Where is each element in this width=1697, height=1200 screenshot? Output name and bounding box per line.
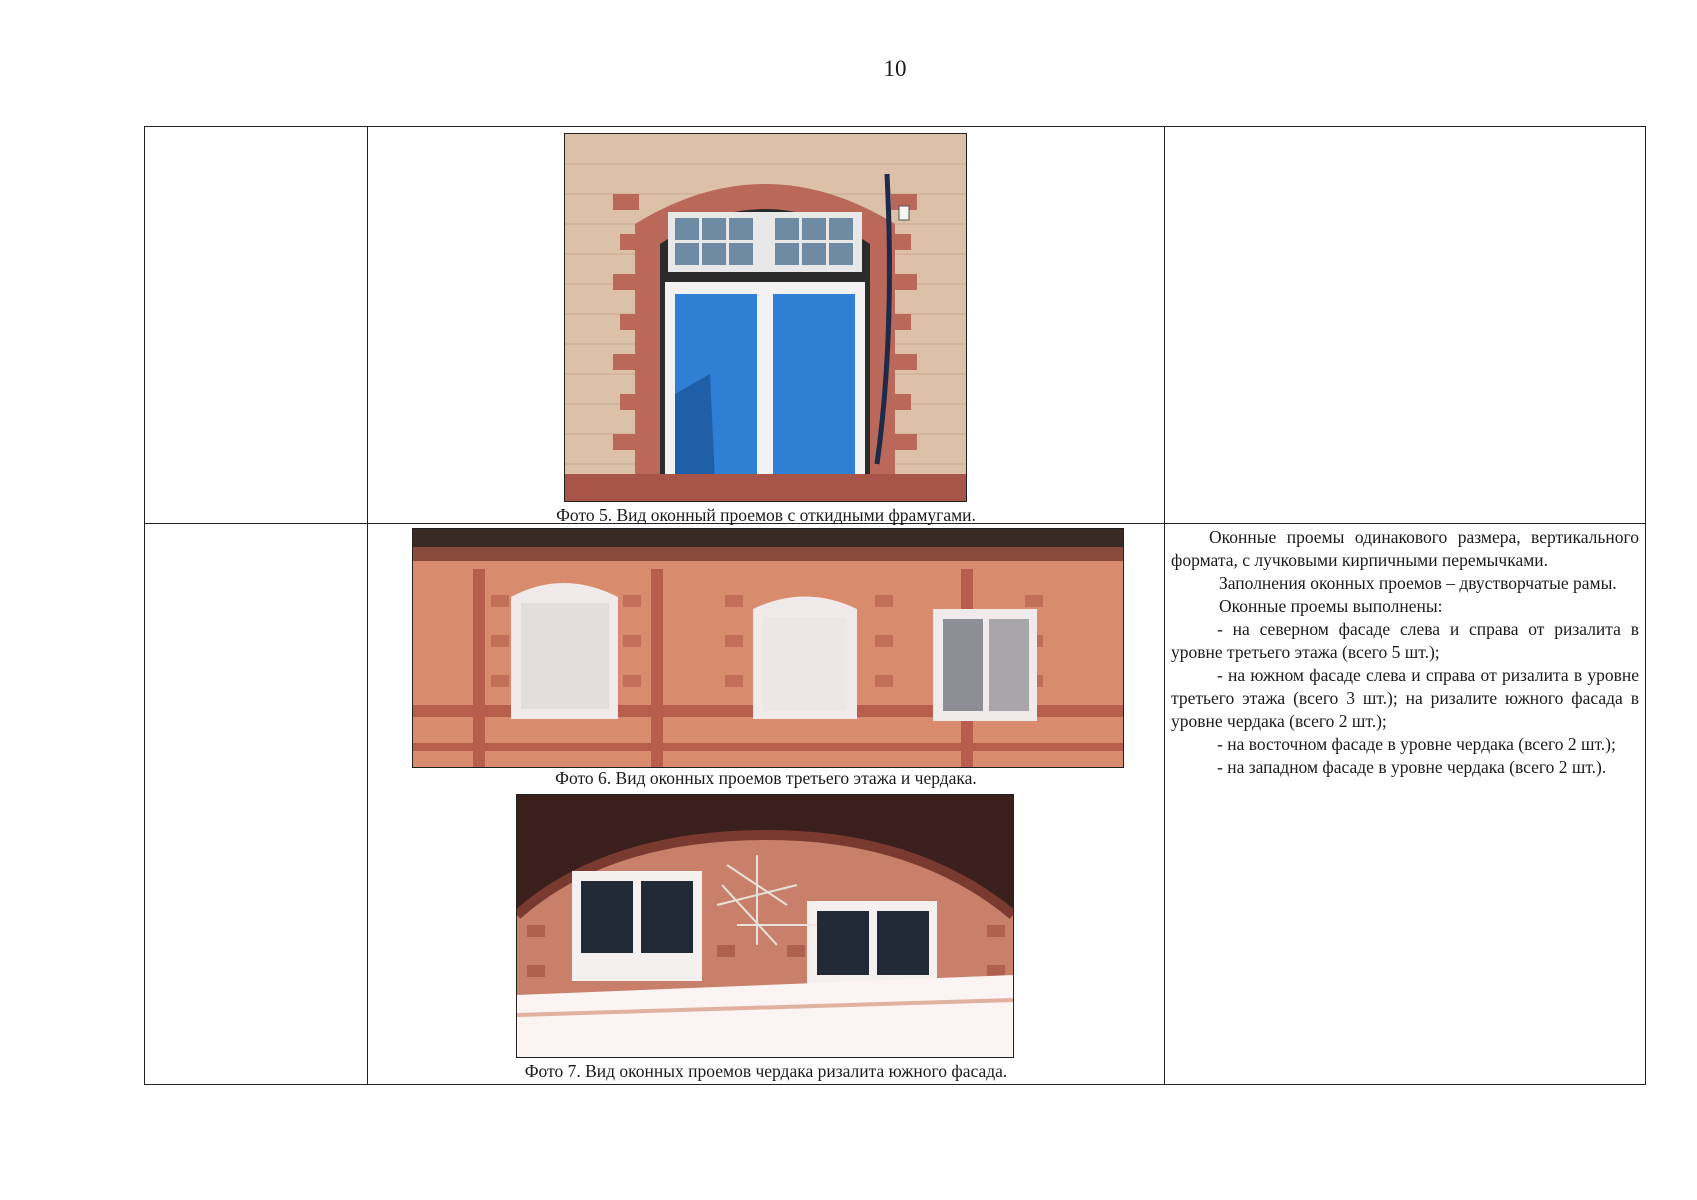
description-paragraph: Оконные проемы одинакового размера, вертикального формата, с лучковыми кирпичными перемычками. <box>1171 527 1639 570</box>
table-row <box>145 524 1646 1085</box>
description-cell <box>1165 524 1646 1085</box>
attic-windows-photo <box>516 794 1014 1058</box>
third-floor-windows-photo <box>412 528 1124 768</box>
page-number: 10 <box>883 56 907 81</box>
description-paragraph: Заполнения оконных проемов – двустворчатые рамы. <box>1219 573 1617 593</box>
description-paragraph: - на северном фасаде слева и справа от ризалита в уровне третьего этажа (всего 5 шт.); <box>1171 619 1639 662</box>
empty-cell <box>145 127 368 524</box>
photo-6-caption: Фото 6. Вид оконных проемов третьего этажа и чердака. <box>555 768 977 788</box>
description-paragraph: Оконные проемы выполнены: <box>1219 596 1443 616</box>
arched-window-photo <box>564 133 967 502</box>
document-table <box>144 126 1646 1085</box>
empty-cell <box>145 524 368 1085</box>
photo-5-caption: Фото 5. Вид оконный проемов с откидными фрамугами. <box>556 505 976 525</box>
description-paragraph: - на восточном фасаде в уровне чердака (всего 2 шт.); <box>1217 734 1616 754</box>
description-paragraph: - на южном фасаде слева и справа от ризалита в уровне третьего этажа (всего 3 шт.); на ризалите южного фасада в уровне чердака (всего 2 шт.); <box>1171 665 1639 731</box>
empty-cell <box>1165 127 1646 524</box>
table-row <box>145 127 1646 524</box>
photo-7-caption: Фото 7. Вид оконных проемов чердака ризалита южного фасада. <box>524 1061 1008 1081</box>
photo-cell-6-7 <box>368 524 1165 1085</box>
description-paragraph: - на западном фасаде в уровне чердака (всего 2 шт.). <box>1217 757 1607 777</box>
windows-description <box>1165 524 1645 779</box>
photo-cell-5 <box>368 127 1165 524</box>
